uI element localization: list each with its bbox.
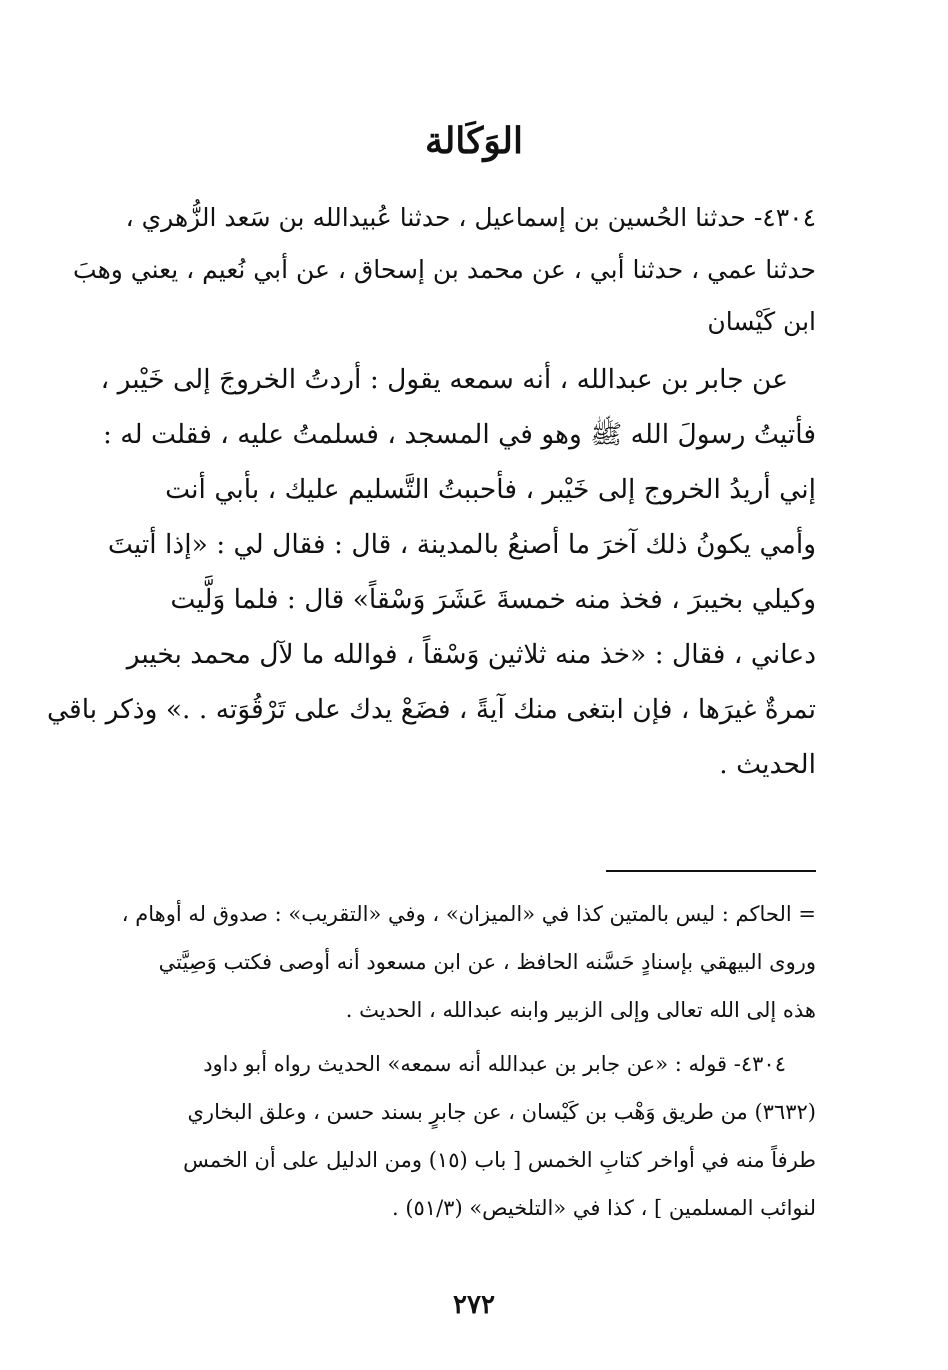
- isnad-line: حدثنا عمي ، حدثنا أبي ، عن محمد بن إسحاق ، عن أبي نُعيم ، يعني وهبَ: [73, 255, 816, 284]
- footnote-line: = الحاكم : ليس بالمتين كذا في «الميزان» ، وفي «التقريب» : صدوق له أوهام ،: [121, 902, 816, 926]
- matn-line: إني أريدُ الخروج إلى خَيْبر ، فأحببتُ التَّسليم عليك ، بأبي أنت: [165, 474, 816, 505]
- footnote-line: ٤٣٠٤- قوله : «عن جابر بن عبدالله أنه سمعه» الحديث رواه أبو داود: [203, 1052, 786, 1076]
- isnad-line: ابن كَيْسان: [707, 307, 816, 336]
- footnote: [101, 890, 816, 1034]
- footnote-separator: [606, 870, 816, 872]
- footnote: [101, 1040, 816, 1232]
- footnote-line: وروى البيهقي بإسنادٍ حَسَّنه الحافظ ، عن ابن مسعود أنه أوصى فكتب وَصِيَّتي: [158, 950, 816, 974]
- matn-line: تمرةٌ غيرَها ، فإن ابتغى منك آيةً ، فضَعْ يدك على تَرْقُوَته . .» وذكر باقي: [46, 694, 816, 725]
- matn-line: عن جابر بن عبدالله ، أنه سمعه يقول : أردتُ الخروجَ إلى خَيْبر ،: [100, 364, 788, 395]
- hadith-isnad: [73, 192, 816, 348]
- matn-line: وأمي يكونُ ذلك آخرَ ما أصنعُ بالمدينة ، قال : فقال لي : «إذا أتيتَ: [107, 529, 816, 560]
- footnote-line: (٣٦٣٢) من طريق وَهْب بن كَيْسان ، عن جابرٍ بسند حسن ، وعلق البخاري: [187, 1100, 816, 1124]
- footnote-line: طرفاً منه في أواخر كتابِ الخمس [ باب (١٥) ومن الدليل على أن الخمس: [183, 1148, 816, 1172]
- page-number: ٢٧٢: [453, 1290, 495, 1320]
- matn-line: فأتيتُ رسولَ الله ﷺ وهو في المسجد ، فسلمتُ عليه ، فقلت له :: [102, 419, 816, 450]
- footnotes: [101, 890, 816, 1238]
- footnote-line: لنوائب المسلمين ] ، كذا في «التلخيص» (٥١/٣) .: [391, 1196, 816, 1220]
- matn-line: وكيلي بخيبرَ ، فخذ منه خمسةَ عَشَرَ وَسْقاً» قال : فلما وَلَّيت: [170, 584, 816, 615]
- matn-line: دعاني ، فقال : «خذ منه ثلاثين وَسْقاً ، فوالله ما لآل محمد بخيبر: [126, 639, 816, 670]
- footnote-line: هذه إلى الله تعالى وإلى الزبير وابنه عبدالله ، الحديث .: [345, 998, 816, 1022]
- chapter-title: الوَكَالة: [425, 120, 523, 162]
- matn-line: الحديث .: [719, 749, 816, 780]
- isnad-line: ٤٣٠٤- حدثنا الحُسين بن إسماعيل ، حدثنا عُبيدالله بن سَعد الزُّهري ،: [125, 203, 816, 232]
- hadith-matn: [46, 352, 816, 792]
